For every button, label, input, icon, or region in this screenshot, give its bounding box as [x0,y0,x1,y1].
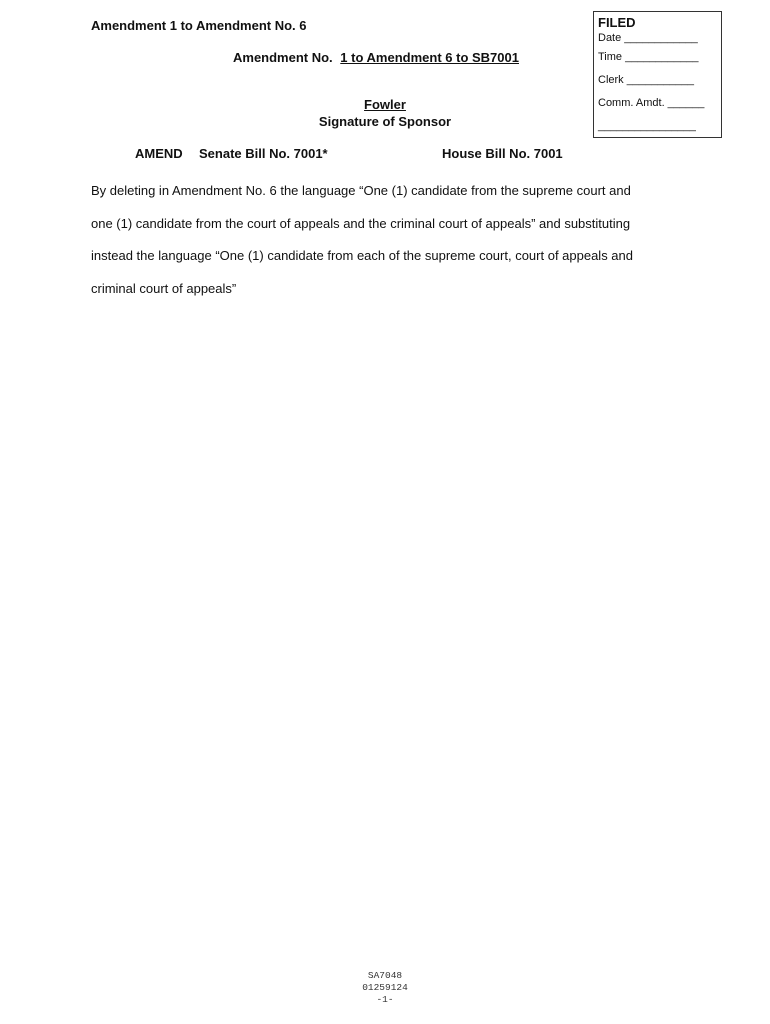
filed-time-field: Time ____________ [598,51,699,63]
footer-number: 01259124 [362,982,408,993]
page-footer [0,970,770,1006]
house-bill-number: House Bill No. 7001 [442,146,563,161]
sponsor-name: Fowler [364,97,406,112]
body-line: one (1) candidate from the court of appeals and the criminal court of appeals” and substituting [91,215,631,231]
body-line: By deleting in Amendment No. 6 the language “One (1) candidate from the supreme court and [91,183,631,198]
senate-bill-number: Senate Bill No. 7001* [199,146,328,161]
footer-code: SA7048 [367,970,403,981]
filed-clerk-field: Clerk ___________ [598,74,695,86]
body-line: criminal court of appeals” [91,281,237,297]
filed-title: FILED [598,15,636,30]
filed-blank-line: ________________ [598,120,696,132]
body-line: instead the language “One (1) candidate from each of the supreme court, court of appeals and [91,248,634,264]
filed-stamp-box [593,11,722,138]
amendment-number-reference: 1 to Amendment 6 to SB7001 [340,50,519,65]
sponsor-caption: Signature of Sponsor [318,114,452,129]
amendment-heading: Amendment 1 to Amendment No. 6 [91,18,307,33]
sponsor-block [260,96,510,130]
filed-comm-amdt-field: Comm. Amdt. ______ [598,97,705,109]
amendment-number-label: Amendment No. [233,50,333,65]
amendment-body [91,175,686,306]
amendment-number-line [233,50,519,65]
filed-date-field: Date ____________ [598,32,698,44]
footer-page-number: -1- [376,994,394,1005]
amend-label: AMEND [135,146,183,161]
